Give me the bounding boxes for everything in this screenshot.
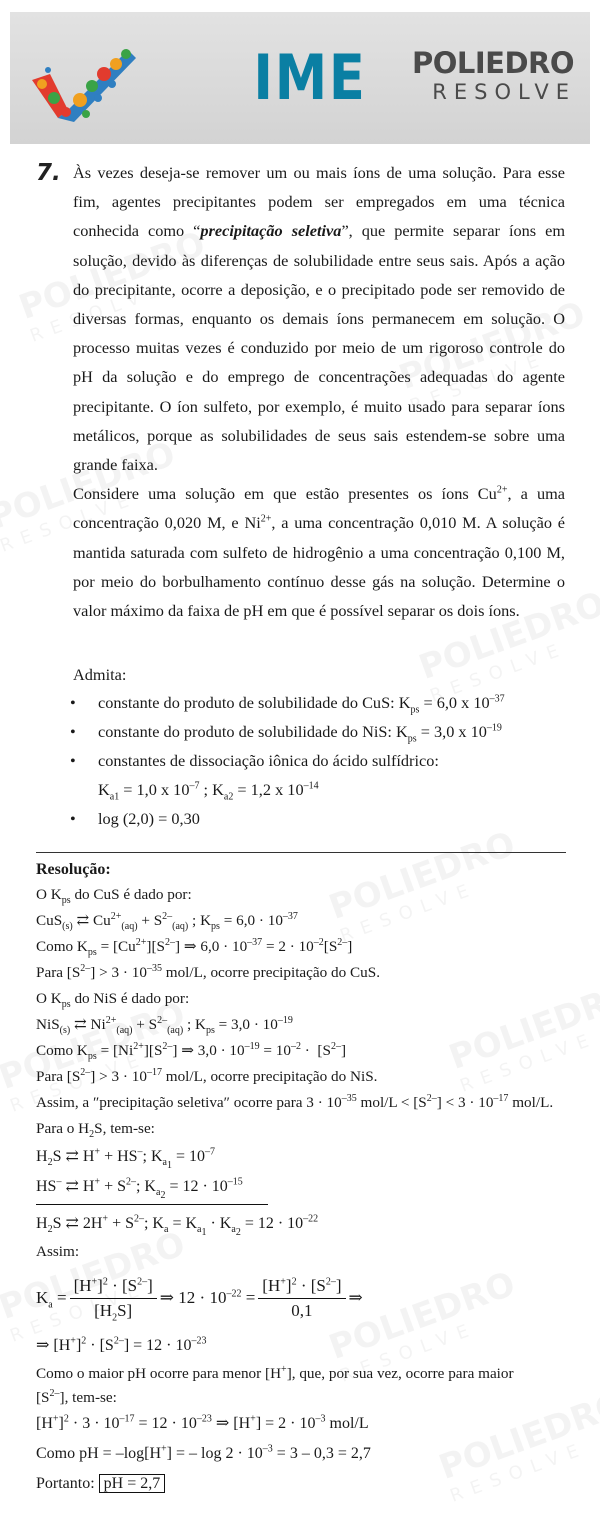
resolution-section [36, 858, 566, 1499]
list-item: • constante do produto de solubilidade do CuS: $K_{ps} = 6,0$ x $10^{-37}$ [70, 693, 505, 716]
brand-logo-text: POLIEDRO [411, 46, 574, 80]
resolution-equation: $[H^+]^2 \cdot 3 \cdot 10^{-17} = 12 \cdot 10^{-23}$ ⇒ $[H^+] = 2 \cdot 10^{-3}$ mol/L [36, 1413, 369, 1432]
answer-label: Portanto: [36, 1475, 95, 1492]
resolution-equation: Como pH = –log[H+] = – $\log 2 \cdot 10^{-3} = 3 - 0,3 = 2,7$ [36, 1443, 371, 1462]
resolution-line: Para $[S^{2-}] > 3 \cdot 10^{-35}$ mol/L, ocorre precipitação do CuS. [36, 962, 380, 981]
section-divider [36, 852, 566, 853]
emphasis-term: precipitação seletiva [200, 221, 342, 241]
header-banner [10, 12, 590, 144]
equation-lhs: $K_a$ = [36, 1288, 67, 1311]
constants-list [70, 688, 570, 833]
question-paragraph-2: Considere uma solução em que estão presentes os íons $Cu^{2+}$, a uma concentração 0,020 M, e $Ni^{2+}$, a uma concentração 0,010 M. A solução é mantida saturada com sulfeto de hidrogênio a uma concentração 0,100 M, por meio do borbulhamento contínuo desse gás na solução. Determine o valor máximo da faixa de pH em que é possível separar os dois íons. [73, 484, 566, 621]
resolution-equation: CuS$_{(s)}$ ⇄ $Cu^{2+}_{(aq)} + S^{2-}_{(aq)}$ ; $K_{ps} = 6,0 \cdot 10^{-37}$ [36, 910, 298, 933]
exam-title: IME [253, 41, 367, 114]
question-statement [73, 158, 565, 625]
list-item-continuation: $K_{a1} = 1,0$ x $10^{-7}$ ; $K_{a2} = 1,2$ x $10^{-14}$ [98, 780, 319, 803]
question-number: 7. [36, 160, 61, 186]
equation-middle: ⇒ $12 \cdot 10^{-22}$ = [159, 1288, 256, 1307]
resolution-equation: $H_2S$ ⇄ H+ + HS–; $K_{a_1} = 10^{-7}$ [36, 1146, 216, 1172]
fraction: $\frac{[H^+]^2 \cdot [S^{2-}]}{0,1}$ [258, 1276, 345, 1321]
answer-box: pH = 2,7 [99, 1474, 166, 1493]
resolution-line: Para o $H_2S$, tem-se: [36, 1120, 155, 1141]
resolution-line: Assim: [36, 1243, 80, 1260]
final-answer-line [36, 1469, 566, 1499]
resolution-equation: NiS$_{(s)}$ ⇄ $Ni^{2+}_{(aq)} + S^{2-}_{(aq)}$ ; $K_{ps} = 3,0 \cdot 10^{-19}$ [36, 1014, 293, 1037]
resolution-equation: ⇒ $[H^+]^2 \cdot [S^{2-}] = 12 \cdot 10^{-23}$ [36, 1335, 207, 1354]
resolution-title: Resolução: [36, 861, 111, 878]
resolution-line: Como o maior pH ocorre para menor [H+], que, por sua vez, ocorre para maior [36, 1363, 514, 1382]
list-item: • constante do produto de solubilidade do NiS: $K_{ps} = 3,0$ x $10^{-19}$ [70, 722, 502, 745]
list-item: • constantes de dissociação iônica do ácido sulfídrico: [70, 751, 439, 770]
resolution-line: O $K_{ps}$ do CuS é dado por: [36, 886, 192, 907]
resolution-line: Assim, a ″precipitação seletiva″ ocorre para $3 \cdot 10^{-35}$ $mol/L < [S^{2-}] < 3 \cdot 10^{-17}$ mol/L. [36, 1092, 554, 1111]
list-item: • log (2,0) = 0,30 [70, 809, 200, 828]
equation-implies: ⇒ [348, 1288, 363, 1307]
resolution-line: O $K_{ps}$ do NiS é dado por: [36, 990, 190, 1011]
resolution-line: $[S^{2-}]$, tem-se: [36, 1387, 117, 1406]
resolution-equation: $H_2S$ ⇄ $2H^+ + S^{2-}$; $K_a = K_{a_1} \cdot K_{a_2} = 12 \cdot 10^{-22}$ [36, 1213, 319, 1239]
fraction-equation [36, 1265, 566, 1331]
brand-logo-subtext: RESOLVE [432, 80, 576, 104]
resolution-equation: HS– ⇄ $H^+ + S^{2-}$; $K_{a_2} = 12 \cdot 10^{-15}$ [36, 1176, 243, 1202]
fraction: $\frac{[H^+]^2 \cdot [S^{2-}]}{[H_2S]}$ [70, 1276, 157, 1321]
resolution-line: Para $[S^{2-}] > 3 \cdot 10^{-17}$ mol/L, ocorre precipitação do NiS. [36, 1066, 378, 1085]
resolution-line: Como $K_{ps} = [Cu^{2+}][S^{2-}]$ ⇒ $6,0 \cdot 10^{-37} = 2 \cdot 10^{-2}[S^{2-}]$ [36, 936, 353, 959]
resolution-line: Como $K_{ps} = [Ni^{2+}][S^{2-}]$ ⇒ $3,0 \cdot 10^{-19} = 10^{-2} \cdot [S^{2-}]$ [36, 1040, 346, 1063]
sum-rule [36, 1204, 268, 1205]
checkmark-logo-icon [28, 40, 138, 130]
admita-label: Admita: [73, 665, 127, 684]
question-paragraph-1: Às vezes deseja-se remover um ou mais íons de uma solução. Para esse fim, agentes precipitantes podem ser empregados em uma técnica conhecida como “precipitação seletiva”, que permite separar íons em solução, devido às diferenças de solubilidade entre seus sais. Após a ação do precipitante, ocorre a deposição, e o precipitado pode ser removido de diversas formas, enquanto os demais íons permanecem em solução. O processo muitas vezes é conduzido por meio de um rigoroso controle do pH da solução e do emprego de concentrações adequadas do agente precipitante. O íon sulfeto, por exemplo, é muito usado para separar íons metálicos, porque as solubilidades de seus sais estendem-se sobre uma grande faixa. [73, 163, 566, 475]
